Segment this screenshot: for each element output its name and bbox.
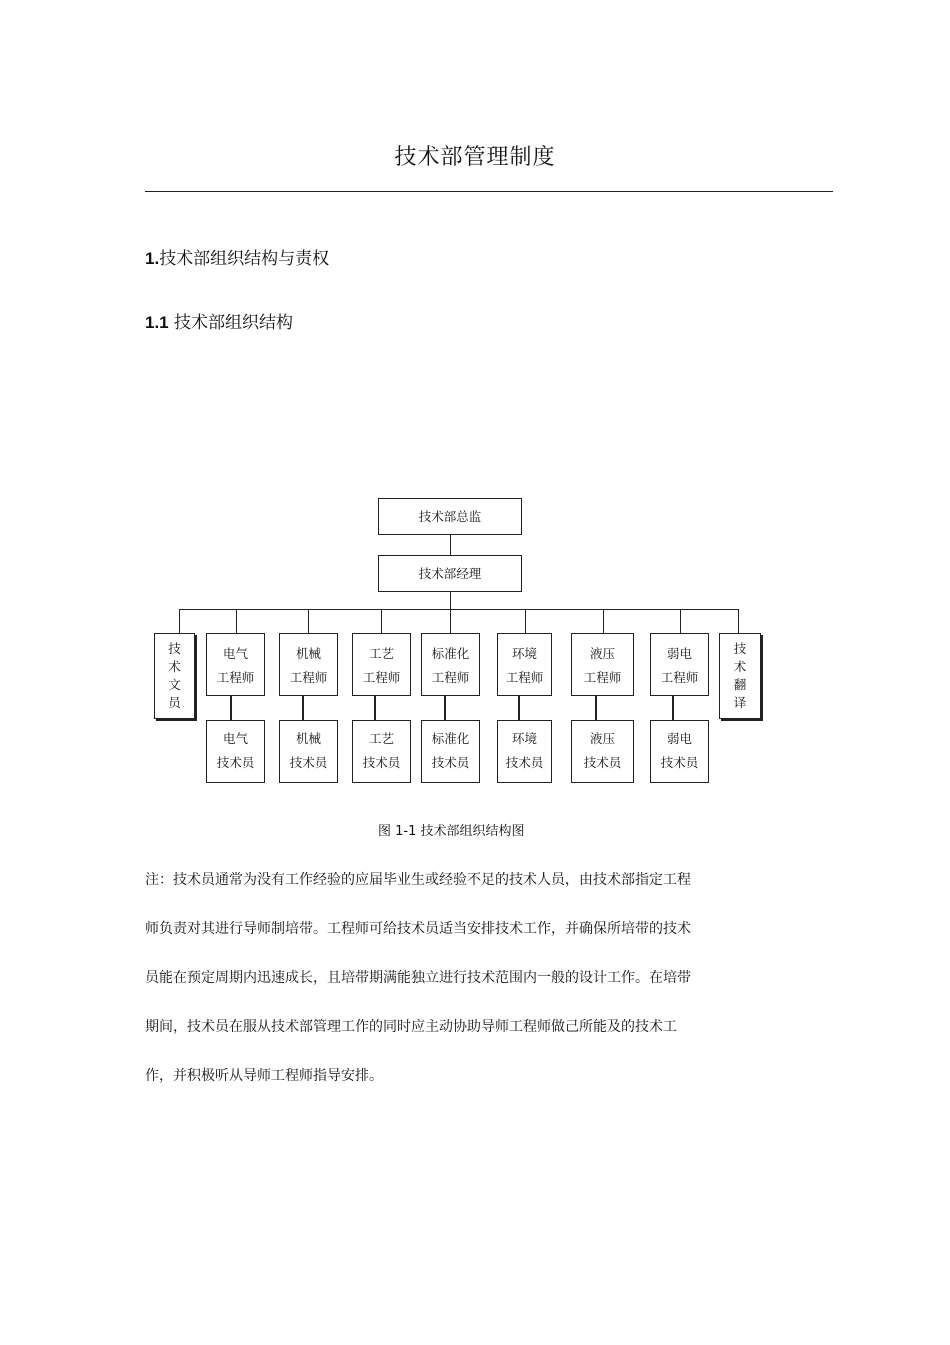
note-line: 注：技术员通常为没有工作经验的应届毕业生或经验不足的技术人员，由技术部指定工程	[145, 872, 691, 888]
note-line: 作，并积极听从导师工程师指导安排。	[145, 1068, 383, 1084]
technician-title: 技术员	[431, 755, 470, 770]
label-char: 译	[733, 695, 747, 710]
technician-title: 技术员	[660, 755, 699, 770]
connector-engineer-6	[603, 609, 604, 633]
tech-clerk-box	[154, 633, 195, 719]
engineer-title: 工程师	[505, 670, 544, 685]
connector-engineer-2	[308, 609, 309, 633]
label-char: 技	[733, 641, 747, 656]
connector-tech-3	[374, 696, 376, 720]
section-number: 1.1	[145, 313, 169, 332]
engineer-title: 工程师	[431, 670, 470, 685]
connector-engineer-5	[525, 609, 526, 633]
note-line: 期间，技术员在服从技术部管理工作的同时应主动协助导师工程师做己所能及的技术工	[145, 1019, 677, 1035]
technician-title: 技术员	[362, 755, 401, 770]
engineer-field: 环境	[511, 646, 537, 661]
technician-field: 环境	[511, 731, 537, 746]
technician-title: 技术员	[216, 755, 255, 770]
engineer-title: 工程师	[362, 670, 401, 685]
connector-tech-6	[595, 696, 597, 720]
technician-field: 标准化	[431, 731, 470, 746]
technician-box-standardization	[421, 720, 480, 783]
section-number: 1.	[145, 249, 160, 268]
section-title: 技术部组织结构与责权	[159, 249, 330, 269]
label-char: 翻	[733, 677, 747, 692]
label-char: 文	[168, 677, 181, 692]
manager-box: 技术部经理	[378, 555, 522, 592]
engineer-title: 工程师	[289, 670, 328, 685]
connector-tech-4	[444, 696, 446, 720]
connector-engineer-3	[381, 609, 382, 633]
figure-caption: 图 1-1 技术部组织结构图	[378, 824, 525, 839]
connector-engineer-1	[236, 609, 237, 633]
connector-tech-5	[518, 696, 520, 720]
section-heading-1	[145, 244, 329, 269]
director-box: 技术部总监	[378, 498, 522, 535]
engineer-box-process	[352, 633, 411, 696]
technician-title: 技术员	[505, 755, 544, 770]
technician-box-electrical	[206, 720, 265, 783]
note-line: 员能在预定周期内迅速成长，且培带期满能独立进行技术范围内一般的设计工作。在培带	[145, 970, 691, 986]
connector-clerk	[179, 609, 180, 633]
connector-tech-2	[302, 696, 304, 720]
engineer-field: 弱电	[666, 646, 692, 661]
technician-box-mechanical	[279, 720, 338, 783]
label-char: 术	[733, 659, 747, 674]
engineer-field: 机械	[295, 646, 321, 661]
section-heading-1-1	[145, 308, 293, 333]
engineer-box-environment	[497, 633, 552, 696]
label-char: 技	[168, 641, 181, 656]
technician-box-process	[352, 720, 411, 783]
engineer-box-electrical	[206, 633, 265, 696]
engineer-box-standardization	[421, 633, 480, 696]
technician-title: 技术员	[289, 755, 328, 770]
technician-field: 工艺	[368, 731, 394, 746]
engineer-title: 工程师	[216, 670, 255, 685]
engineer-field: 标准化	[431, 646, 470, 661]
connector-translator	[738, 609, 739, 633]
engineer-title: 工程师	[583, 670, 622, 685]
note-line: 师负责对其进行导师制培带。工程师可给技术员适当安排技术工作，并确保所培带的技术	[145, 921, 691, 937]
engineer-field: 液压	[589, 646, 615, 661]
engineer-box-mechanical	[279, 633, 338, 696]
technician-field: 电气	[222, 731, 248, 746]
engineer-box-low-voltage	[650, 633, 709, 696]
connector-engineer-4	[450, 609, 451, 633]
title-rule	[145, 191, 833, 192]
technician-title: 技术员	[583, 755, 622, 770]
connector-engineer-7	[680, 609, 681, 633]
technician-field: 弱电	[666, 731, 692, 746]
technician-field: 机械	[295, 731, 321, 746]
connector-director-manager	[450, 535, 451, 556]
connector-bus	[179, 609, 738, 610]
engineer-title: 工程师	[660, 670, 699, 685]
connector-manager-bus	[450, 592, 451, 609]
connector-tech-1	[230, 696, 232, 720]
section-title: 技术部组织结构	[174, 313, 294, 333]
connector-tech-7	[672, 696, 674, 720]
page-title: 技术部管理制度	[394, 145, 556, 170]
label-char: 员	[168, 695, 181, 710]
note-paragraph	[145, 868, 745, 1113]
engineer-field: 工艺	[368, 646, 394, 661]
technician-field: 液压	[589, 731, 615, 746]
label-char: 术	[168, 659, 181, 674]
tech-translator-box	[719, 633, 761, 719]
technician-box-hydraulic	[571, 720, 634, 783]
engineer-field: 电气	[222, 646, 248, 661]
engineer-box-hydraulic	[571, 633, 634, 696]
technician-box-low-voltage	[650, 720, 709, 783]
technician-box-environment	[497, 720, 552, 783]
